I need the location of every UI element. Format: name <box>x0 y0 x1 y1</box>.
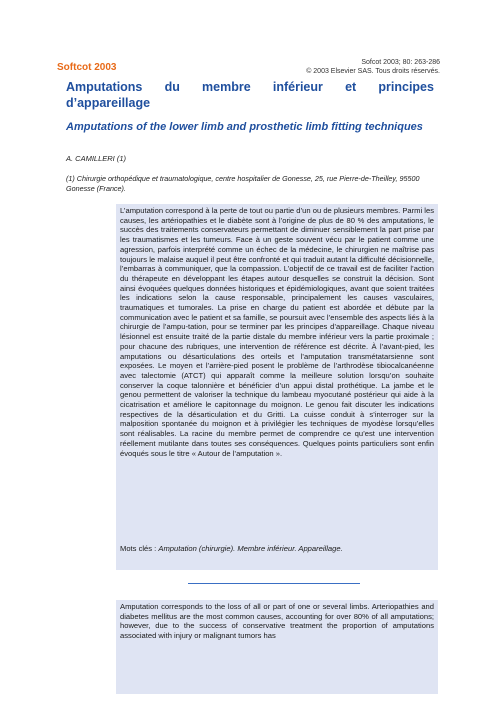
title-word: Amputations <box>66 80 143 94</box>
citation-line: Sofcot 2003; 80: 263-286 <box>361 59 440 66</box>
abstract-english: Amputation corresponds to the loss of all or part of one or several limbs. Arteriopathies and diabetes mellitus are the most common causes, accounting for over 80% of all amputations; however, due to the success of conservative treatment the proportion of amputations associated with injury or malignant tumors has <box>116 600 438 694</box>
citation-block <box>306 58 440 76</box>
authors: A. CAMILLERI (1) <box>66 154 127 163</box>
affiliation: (1) Chirurgie orthopédique et traumatologique, centre hospitalier de Gonesse, 25, rue Pierre-de-Theilley, 95500 Gonesse (France). <box>66 174 420 193</box>
title-word: membre <box>202 80 251 94</box>
keywords-value: Amputation (chirurgie). Membre inférieur. Appareillage. <box>158 544 343 553</box>
title-english: Amputations of the lower limb and prosthetic limb fitting techniques <box>66 121 423 133</box>
title-french-line1 <box>66 79 434 95</box>
title-french <box>66 79 434 111</box>
title-french-line2: d’appareillage <box>66 96 151 110</box>
title-word: principes <box>378 80 434 94</box>
copyright-line: © 2003 Elsevier SAS. Tous droits réservés. <box>306 68 440 75</box>
abstract-french: L’amputation correspond à la perte de tout ou partie d’un ou de plusieurs membres. Parmi les causes, les artériopathies et le diabète sont à l’origine de plus de 80 % des amputations, le succès des traitements conservateurs permettant de diminuer sensiblement la part prise par les traumatismes et les tumeurs. Face à un geste souvent vécu par le patient comme une agression, parfois interprété comme un échec de la médecine, le chirurgien ne maîtrise pas toujours le malaise auquel il peut être confronté et qui traduit autant la difficulté décisionnelle, l’embarras à communiquer, que la compassion. L’objectif de ce travail est de faciliter l’action du thérapeute en développant les étapes autour desquelles se construit la décision. Sont ainsi évoquées quelques données historiques et épidémiologiques, avant que soient traitées les indications selon la cause responsable, principalement les causes vasculaires, traumatiques et tumorales. La prise en charge du patient est abordée et débute par la communication avec le patient et sa famille, se poursuit avec l’ensemble des aspects liés à la chirurgie de l’ampu-tation, pour se terminer par les principes d’appareillage. Chaque niveau lésionnel est ensuite traité de la partie distale du membre inférieur vers la partie proximale ; pour chacune des rubriques, une intervention de référence est décrite. À l’avant-pied, les amputations ou désarticulations des orteils et l’amputation transmétatarsienne sont exposées. Le moyen et l’arrière-pied posent le problème de l’arthrodèse tibiocalcanéenne avec talectomie (ATCT) qui apparaît comme la meilleure solution lorsqu’on souhaite conserver la coque talonnière et bénéficier d’un appui distal prothétique. La jambe et le genou permettent de valoriser la technique du lambeau myocutané postérieur qui aide à la cicatrisation et améliore le capitonnage du moignon. Le genou fait discuter les indications respectives de la désarticulation et du Gritti. La cuisse conduit à s’interroger sur la malposition spontanée du moignon et à privilégier les techniques de myodèse lorsqu’elles sont réalisables. La racine du membre permet de comprendre ce qu’est une intervention réellement mutilante dans toutes ses conséquences. Quelques points particuliers sont enfin évoqués sous le titre « Autour de l’amputation ». <box>116 204 438 570</box>
keywords-label: Mots clés : <box>120 544 159 553</box>
title-word: et <box>345 80 357 94</box>
title-word: inférieur <box>272 80 323 94</box>
journal-name: Softcot 2003 <box>57 62 117 73</box>
section-divider <box>188 583 360 584</box>
keywords <box>116 544 438 554</box>
title-word: du <box>164 80 180 94</box>
